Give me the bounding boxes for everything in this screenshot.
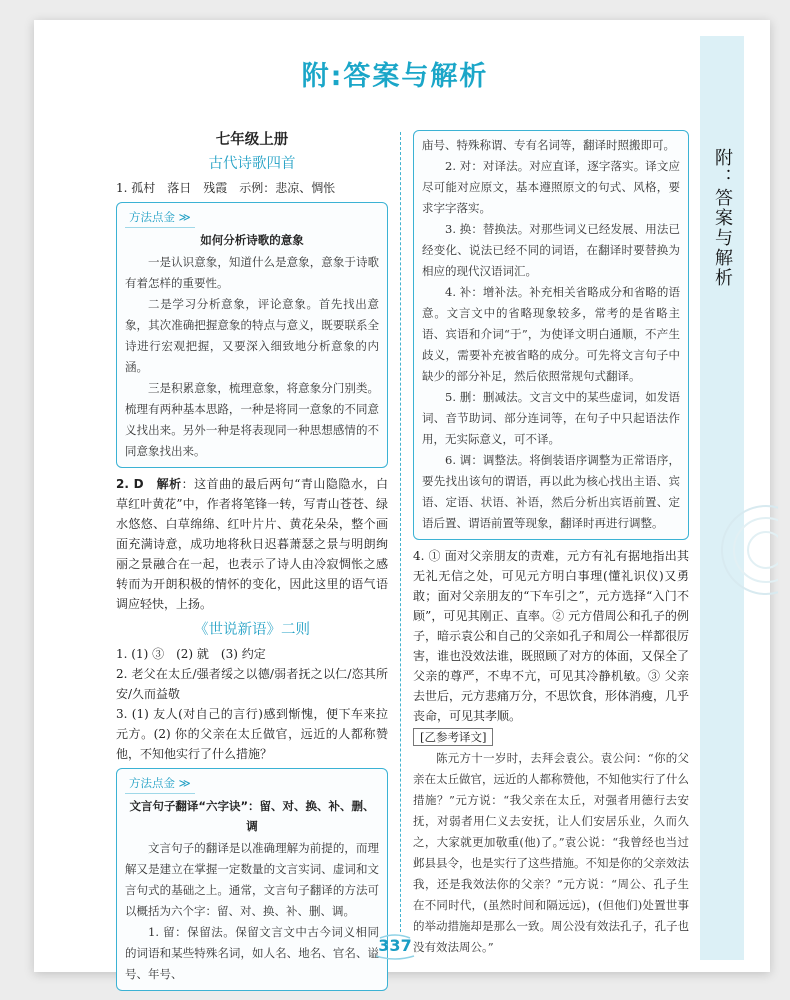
right-column — [413, 130, 689, 958]
page-number: 337 — [378, 936, 412, 955]
side-tab-label: 附：答案与解析 — [712, 148, 733, 288]
answer-2b: 2. 老父在太丘/强者绥之以德/弱者抚之以仁/恣其所安/久而益敬 — [116, 667, 388, 701]
answer-1b: 1. (1) ③ (2) 就 (3) 约定 — [116, 647, 266, 661]
method-box-translation — [116, 768, 388, 991]
method-box-translation-cont — [413, 130, 689, 540]
translation-text: 陈元方十一岁时，去拜会袁公。袁公问：“你的父亲在太丘做官，远近的人都称赞他，不知他实行了什么措施？”元方说：“我父亲在太丘，对强者用德行去安抚，对弱者用仁义去安抚，让人们安居乐业，久而久之，大家就更加敬重(他)了。”袁公说：“我曾经也当过邺县县令，也是实行了这些措施。不知是你的父亲效法我，还是我效法你的父亲？”元方说：“周公、孔子生在不同时代，(虽然时间和隔远远)，(但他们)处置世事的举动措施却是那么一致。周公没有效法孔子，孔子也没有效法周公。” — [413, 751, 689, 954]
column-divider — [400, 132, 401, 932]
method-item: 6. 调：调整法。将倒装语序调整为正常语序，要先找出该句的谓语，再以此为核心找出主语、宾语、定语、状语、补语，然后分析出宾语前置、定语后置、谓语前置等现象，翻译时再进行调整。 — [422, 453, 680, 530]
chevron-right-icon: ≫ — [178, 776, 191, 790]
section-heading-shishuo: 《世说新语》二则 — [194, 622, 310, 638]
answer-4: 4. ① 面对父亲朋友的责难，元方有礼有据地指出其无礼无信之处，可见元方明白事理(懂礼识仪)又勇敢；面对父亲朋友的“下车引之”，元方选择“入门不顾”，可见其刚正、直率。② 元方借周公和孔子的例子，暗示袁公和自己的父亲如孔子和周公一样都很厉害，谁也没效法谁，既照顾了对方的体面，又保全了父亲的尊严，不卑不亢，可见其冷静机敏。③ 父亲去世后，元方悲痛万分，不思饮食，形体消瘦，几乎丧命，可见其孝顺。 — [413, 549, 690, 723]
method-para: 三是积累意象，梳理意象，将意象分门别类。梳理有两种基本思路，一种是将同一意象的不同意义找出来。另外一种是将表现同一种思想感情的不同意象找出来。 — [125, 381, 379, 458]
method-cont: 庙号、特殊称谓、专有名词等，翻译时照搬即可。 — [422, 138, 675, 152]
grade-heading: 七年级上册 — [215, 132, 289, 148]
method-item: 5. 删：删减法。文言文中的某些虚词，如发语词、音节助词、部分连词等，在句子中只起语法作用，无实际意义，可不译。 — [422, 390, 680, 446]
method-para: 文言句子的翻译是以准确理解为前提的，而理解又是建立在掌握一定数量的文言实词、虚词和文言句式的基础之上。通常，文言句子翻译的方法可以概括为六个字：留、对、换、补、删、调。 — [125, 841, 379, 918]
method-box-imagery — [116, 202, 388, 468]
method-item: 3. 换：替换法。对那些词义已经发展、用法已经变化、说法已经不同的词语，在翻译时要替换为相应的现代汉语词汇。 — [422, 222, 680, 278]
method-tag: 方法点金 ≫ — [125, 207, 195, 228]
page-title: 附:答案与解析 — [301, 61, 489, 92]
chevron-right-icon: ≫ — [178, 210, 191, 224]
method-box-title: 如何分析诗歌的意象 — [200, 233, 304, 247]
section-heading-poems: 古代诗歌四首 — [208, 156, 296, 172]
translation-heading: [乙参考译文] — [413, 728, 493, 746]
method-item: 2. 对：对译法。对应直译，逐字落实。译文应尽可能对应原文，基本遵照原文的句式、风格，要求字字落实。 — [422, 159, 680, 215]
answer-3b: 3. (1) 友人(对自己的言行)感到惭愧，便下车来拉元方。(2) 你的父亲在太丘做官，远近的人都称赞他，不知他实行了什么措施？ — [116, 707, 388, 761]
answer-2: 2. D 解析：这首曲的最后两句“青山隐隐水，白草红叶黄花”中，作者将笔锋一转，写青山苍苍、绿水悠悠、白草绵绵、红叶片片、黄花朵朵，整个画面充满诗意，成功地将秋日迟暮萧瑟之景与明朗绚丽之景融合在一起，也表示了诗人由冷寂惆怅之感转而为开朗积极的情怀的变化，因此这里的语气语调应轻快，上扬。 — [116, 477, 388, 611]
left-column — [116, 130, 388, 997]
method-para: 一是认识意象，知道什么是意象，意象于诗歌有着怎样的重要性。 — [125, 255, 379, 290]
ornament-icon — [718, 470, 778, 630]
method-box-title: 文言句子翻译“六字诀”：留、对、换、补、删、调 — [129, 799, 375, 833]
method-para: 二是学习分析意象，评论意象。首先找出意象，其次准确把握意象的特点与意义，既要联系全诗进行宏观把握，又要深入细致地分析意象的内涵。 — [125, 297, 379, 374]
method-item: 1. 留：保留法。保留文言文中古今词义相同的词语和某些特殊名词，如人名、地名、官名、谥号、年号、 — [125, 925, 379, 981]
method-tag: 方法点金 ≫ — [125, 773, 195, 794]
method-item: 4. 补：增补法。补充相关省略成分和省略的语意。文言文中的省略现象较多，常考的是省略主语、宾语和介词“于”，为使译文明白通顺，不产生歧义，需要补充被省略的成分。可先将文言句子中缺少的部分补足，然后依照常规句式翻译。 — [422, 285, 680, 383]
answer-1: 1. 孤村 落日 残霞 示例：悲凉、惆怅 — [116, 181, 336, 195]
